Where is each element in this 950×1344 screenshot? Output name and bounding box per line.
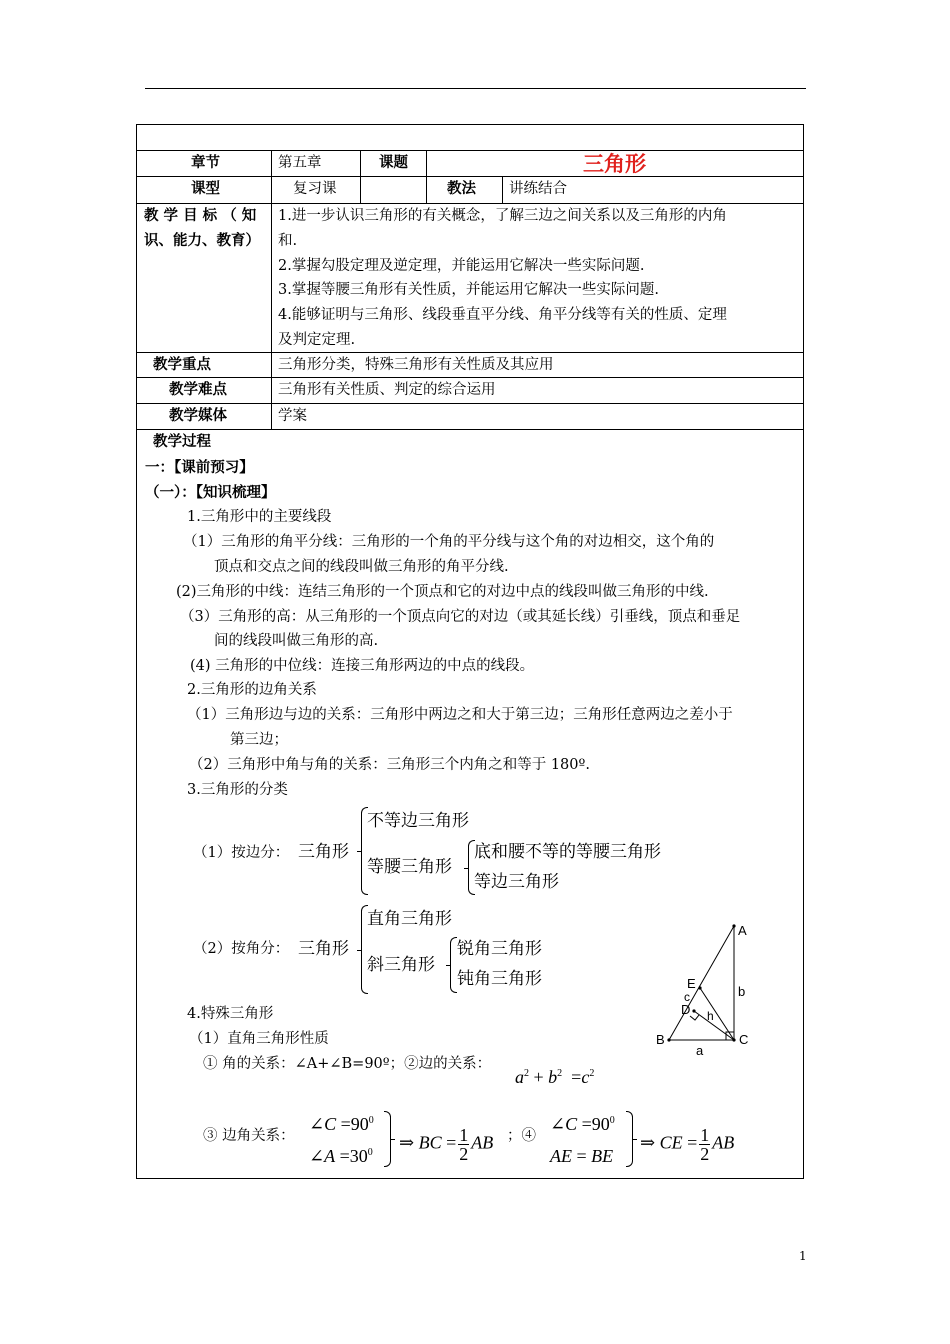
edge-angle-prefix: ③ 边角关系： (203, 1128, 295, 1144)
condition-angle-c: ∠C $=90^0$ (309, 1114, 374, 1134)
by-side-prefix: （1）按边分： (193, 845, 290, 861)
item-text: （1）直角三角形性质 (189, 1031, 329, 1047)
type-label: 课型 (191, 181, 220, 197)
difficulty-value: 三角形有关性质、判定的综合运用 (278, 382, 496, 398)
item-text: （3）三角形的高：从三角形的一个顶点向它的对边（或其延长线）引垂线，顶点和垂足 (180, 609, 741, 625)
by-angle-prefix: （2）按角分： (193, 941, 290, 957)
goal-line: 3.掌握等腰三角形有关性质，并能运用它解决一些实际问题. (278, 282, 659, 298)
condition-angle-c: ∠C $=90^0$ (550, 1114, 615, 1134)
pythagorean-formula: $a^2 + b^2 =c^2$ (515, 1067, 595, 1087)
result-ce: ⇒ CE = $\frac{1}{2}$ AB (640, 1125, 735, 1164)
goal-line: 4.能够证明与三角形、线段垂直平分线、角平分线等有关的性质、定理 (278, 307, 727, 323)
row-rule (137, 176, 803, 177)
acute-label: 锐角三角形 (457, 939, 542, 959)
obtuse-label: 钝角三角形 (457, 969, 542, 989)
goals-label: 识、能力、教育） (144, 233, 260, 249)
page-number: 1 (799, 1249, 807, 1263)
goal-line: 和. (278, 233, 298, 249)
item-text: 顶点和交点之间的线段叫做三角形的角平分线. (214, 559, 509, 575)
oblique-label: 斜三角形 (367, 955, 435, 975)
triangle-label: 三角形 (298, 842, 349, 862)
item-text: （1）三角形的角平分线：三角形的一个角的平分线与这个角的对边相交，这个角的 (183, 534, 715, 550)
row-rule (137, 203, 803, 204)
method-value: 讲练结合 (509, 181, 567, 197)
right-triangle-diagram (647, 915, 777, 1055)
condition-angle-a: ∠A $=30^0$ (309, 1146, 373, 1166)
col-rule (502, 176, 503, 203)
label-height-h: h (707, 1009, 714, 1023)
item-text: （1）三角形边与边的关系：三角形中两边之和大于第三边；三角形任意两边之差小于 (187, 707, 733, 723)
item-heading: 4.特殊三角形 (187, 1006, 274, 1022)
label-a-vertex: A (738, 923, 747, 938)
brace-icon (384, 1111, 391, 1167)
topic-label: 课题 (379, 155, 408, 171)
process-title: 教学过程 (153, 434, 211, 450)
item-heading: 1.三角形中的主要线段 (187, 509, 332, 525)
triangle-label: 三角形 (298, 939, 349, 959)
condition-ae-be: AE = BE (550, 1146, 614, 1166)
goals-label: 教 学 目 标 （ 知 (144, 208, 257, 224)
label-b-vertex: B (656, 1032, 665, 1047)
chapter-label: 章节 (191, 155, 220, 171)
item-text: （2）三角形中角与角的关系：三角形三个内角之和等于 180º. (189, 757, 590, 773)
difficulty-label: 教学难点 (169, 382, 227, 398)
label-e-point: E (687, 976, 696, 991)
equilateral-label: 等边三角形 (474, 872, 559, 892)
label-c-vertex: C (739, 1032, 749, 1047)
method-label: 教法 (447, 181, 476, 197)
angle-relation: ① 角的关系：∠A+∠B=90º；②边的关系： (203, 1056, 492, 1072)
row-rule (137, 403, 803, 404)
result-bc: ⇒ BC = $\frac{1}{2}$ AB (399, 1125, 494, 1164)
section-heading: 一：【课前预习】 (145, 460, 254, 476)
item-text: 间的线段叫做三角形的高. (214, 633, 379, 649)
goal-line: 及判定定理. (278, 332, 356, 348)
subsection-heading: （一）：【知识梳理】 (145, 485, 276, 501)
col-rule (360, 150, 361, 203)
goal-line: 2.掌握勾股定理及逆定理，并能运用它解决一些实际问题. (278, 258, 645, 274)
chapter-value: 第五章 (278, 155, 322, 171)
type-value: 复习课 (293, 181, 337, 197)
item-heading: 2.三角形的边角关系 (187, 682, 317, 698)
label-side-c: c (684, 990, 690, 1004)
label-side-b: b (738, 984, 746, 999)
key-value: 三角形分类，特殊三角形有关性质及其应用 (278, 357, 554, 373)
item-text: (2)三角形的中线：连结三角形的一个顶点和它的对边中点的线段叫做三角形的中线. (176, 584, 709, 600)
goal-line: 1.进一步认识三角形的有关概念，了解三边之间关系以及三角形的内角 (278, 208, 727, 224)
altitude-cd (694, 1011, 734, 1040)
lesson-plan-table (136, 124, 804, 1179)
row-rule (137, 352, 803, 353)
topic-value: 三角形 (583, 152, 646, 176)
triangle-outline (669, 926, 734, 1040)
right-label: 直角三角形 (367, 909, 452, 929)
brace-icon (450, 937, 457, 993)
row-rule (137, 429, 803, 430)
label-side-a: a (696, 1043, 704, 1055)
item-text: (4) 三角形的中位线：连接三角形两边的中点的线段。 (190, 658, 535, 674)
item-text: 第三边； (230, 732, 288, 748)
media-value: 学案 (278, 408, 307, 424)
separator: ；④ (507, 1128, 536, 1144)
scalene-label: 不等边三角形 (367, 811, 469, 831)
isosceles-label: 等腰三角形 (367, 857, 452, 877)
col-rule (271, 150, 272, 429)
item-heading: 3.三角形的分类 (187, 782, 288, 798)
col-rule (426, 150, 427, 203)
label-d-point: D (681, 1002, 691, 1017)
media-label: 教学媒体 (169, 408, 227, 424)
brace-icon (626, 1111, 633, 1167)
iso-non-eq-label: 底和腰不等的等腰三角形 (474, 842, 661, 862)
row-rule (137, 377, 803, 378)
header-rule (145, 88, 806, 89)
right-angle-mark (690, 1015, 699, 1020)
key-label: 教学重点 (153, 357, 211, 373)
row-rule (137, 150, 803, 151)
